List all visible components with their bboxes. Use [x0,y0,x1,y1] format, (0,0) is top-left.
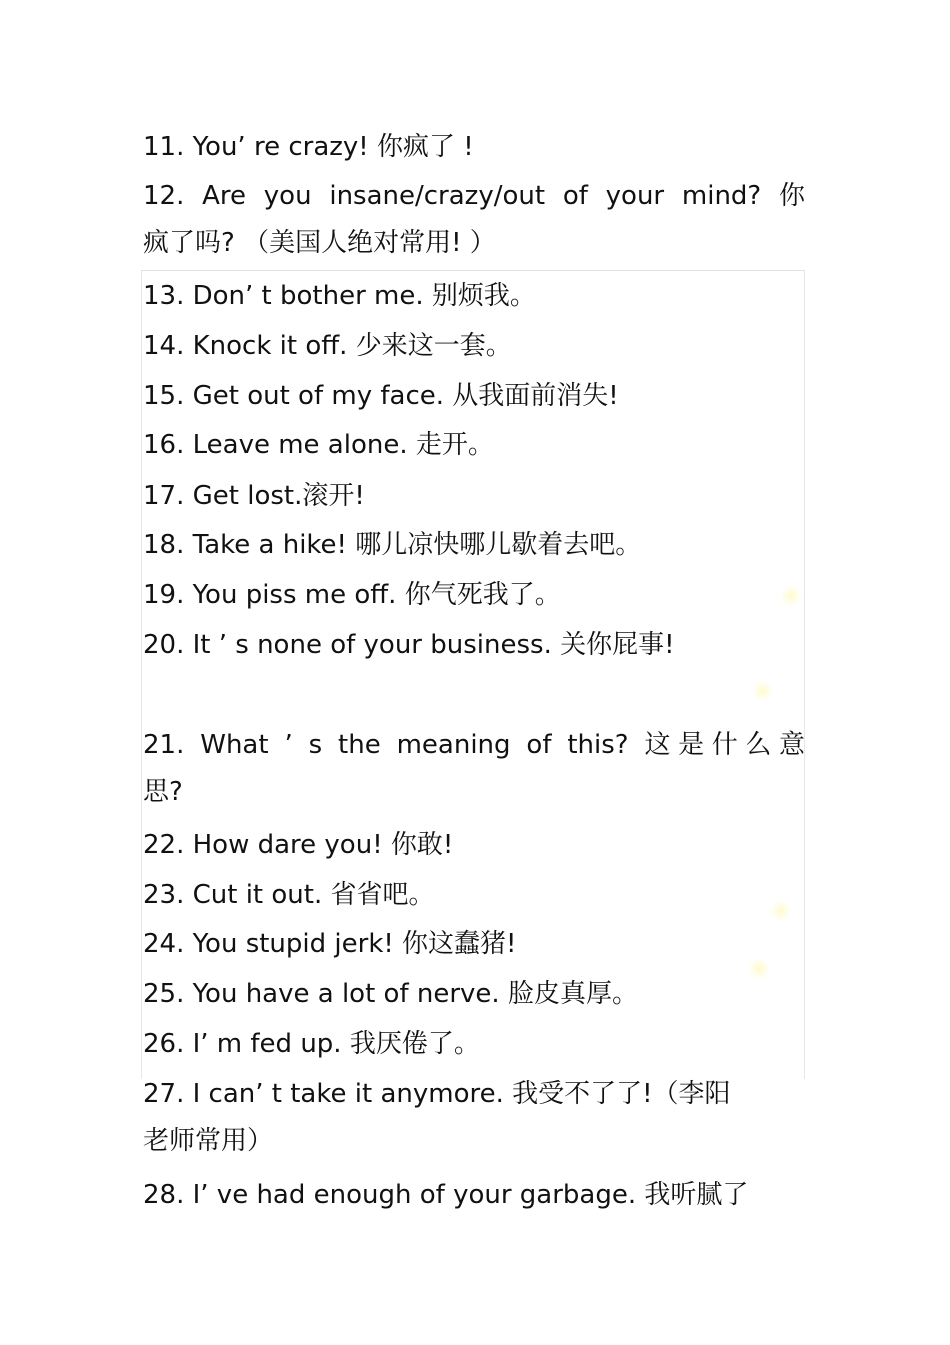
phrase-line-13: 13. Don’ t bother me. 别烦我。 [143,281,536,311]
phrase-line-24: 24. You stupid jerk! 你这蠢猪! [143,929,517,959]
phrase-line-11: 11. You’ re crazy! 你疯了 ! [143,132,474,162]
phrase-line-18: 18. Take a hike! 哪儿凉快哪儿歇着去吧。 [143,530,642,560]
phrase-line-17: 17. Get lost.滚开! [143,481,365,511]
phrase-line-25: 25. You have a lot of nerve. 脸皮真厚。 [143,979,638,1009]
phrase-line-15: 15. Get out of my face. 从我面前消失! [143,381,619,411]
phrase-line-28: 28. I’ ve had enough of your garbage. 我听腻了 [143,1180,749,1210]
phrase-line-27-cont: 老师常用） [143,1126,274,1156]
phrase-line-19: 19. You piss me off. 你气死我了。 [143,580,561,610]
phrase-line-27: 27. I can’ t take it anymore. 我受不了了!（李阳 [143,1079,731,1109]
phrase-line-26: 26. I’ m fed up. 我厌倦了。 [143,1029,480,1059]
phrase-line-12-cont: 疯了吗? （美国人绝对常用! ） [143,228,496,258]
phrase-line-21: 21. What ’ s the meaning of this? 这是什么意 [143,730,805,760]
phrase-line-20: 20. It ’ s none of your business. 关你屁事! [143,630,675,660]
background-speckle [752,680,774,702]
phrase-line-23: 23. Cut it out. 省省吧。 [143,880,435,910]
phrase-line-12: 12. Are you insane/crazy/out of your mind? 你 [143,181,805,211]
phrase-line-16: 16. Leave me alone. 走开。 [143,430,494,460]
phrase-line-21-cont: 思? [143,777,183,807]
phrase-line-14: 14. Knock it off. 少来这一套。 [143,331,512,361]
phrase-line-22: 22. How dare you! 你敢! [143,830,454,860]
